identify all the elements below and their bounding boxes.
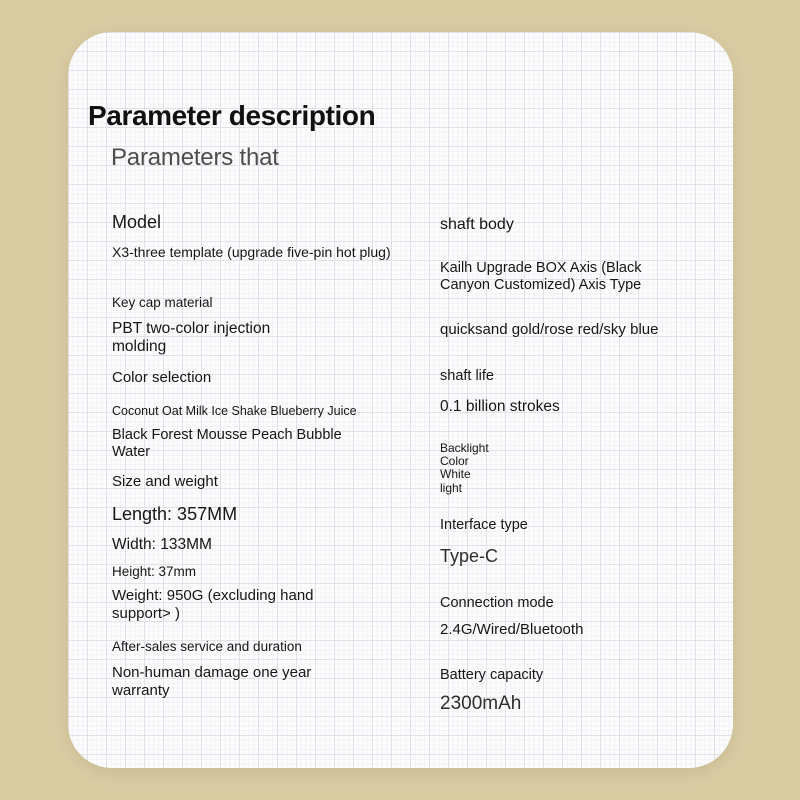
model-value: X3-three template (upgrade five-pin hot plug) <box>112 244 391 260</box>
shaft-life-label: shaft life <box>440 368 494 384</box>
interface-type-label: Interface type <box>440 517 528 533</box>
keycap-material-value: PBT two-color injection molding <box>112 320 271 356</box>
color-selection-value-1: Coconut Oat Milk Ice Shake Blueberry Juice <box>112 404 357 418</box>
color-selection-value-2: Black Forest Mousse Peach Bubble Water <box>112 427 342 461</box>
page-title: Parameter description <box>88 100 376 131</box>
height-value: Height: 37mm <box>112 564 197 579</box>
shaft-colors-value: quicksand gold/rose red/sky blue <box>440 321 659 338</box>
connection-mode-label: Connection mode <box>440 595 554 611</box>
backlight-color-value: Backlight Color White light <box>440 441 489 495</box>
shaft-life-value: 0.1 billion strokes <box>440 398 560 415</box>
model-label: Model <box>112 212 162 232</box>
battery-capacity-value: 2300mAh <box>440 693 522 714</box>
shaft-body-label: shaft body <box>440 216 514 233</box>
interface-type-value: Type-C <box>440 546 499 566</box>
connection-mode-value: 2.4G/Wired/Bluetooth <box>440 621 584 638</box>
keycap-material-label: Key cap material <box>112 295 213 310</box>
width-value: Width: 133MM <box>112 536 212 553</box>
size-weight-label: Size and weight <box>112 473 218 490</box>
shaft-body-value: Kailh Upgrade BOX Axis (Black Canyon Customized) Axis Type <box>440 260 642 294</box>
color-selection-label: Color selection <box>112 369 212 386</box>
after-sales-label: After-sales service and duration <box>112 639 302 654</box>
page-subtitle: Parameters that <box>111 144 279 171</box>
weight-value: Weight: 950G (excluding hand support> ) <box>112 587 314 622</box>
battery-capacity-label: Battery capacity <box>440 667 544 683</box>
length-value: Length: 357MM <box>112 504 238 524</box>
after-sales-value: Non-human damage one year warranty <box>112 664 312 699</box>
parameter-card <box>68 32 733 768</box>
